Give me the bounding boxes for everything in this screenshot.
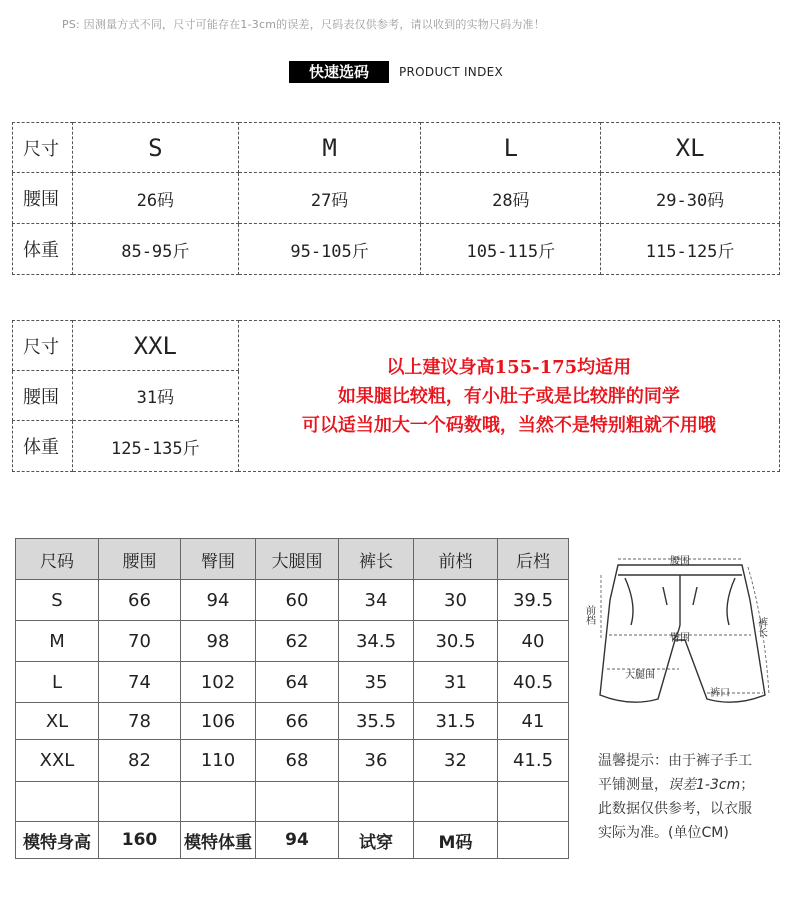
table-row [16,580,569,621]
disclaimer-note: PS: 因测量方式不同，尺寸可能存在1-3cm的误差，尺码表仅供参考，请以收到的实物尺码为准！ [62,18,545,31]
pleat-left [663,587,667,605]
fly-seam [673,575,680,640]
table-cell: 36 [339,740,414,782]
table-cell: 32 [414,740,498,782]
weight-cell: 95-105斤 [238,224,421,275]
table-cell: 64 [256,662,339,703]
table-cell: 74 [99,662,181,703]
advice-line: 可以适当加大一个码数哦，当然不是特别粗就不用哦 [301,414,716,436]
table-cell: 78 [99,703,181,740]
size-cell: L [421,123,601,173]
table-cell: 31 [414,662,498,703]
header-cell: 后档 [498,539,569,580]
tip-line-1: 温馨提示：由于裤子手工 [598,753,752,769]
table-cell: 41 [498,703,569,740]
quick-size-table-2 [12,320,780,472]
weight-row [13,224,780,275]
table-cell: 34.5 [339,621,414,662]
table-cell: 39.5 [498,580,569,621]
label-waist: 腰围 [670,556,690,567]
weight-cell: 85-95斤 [72,224,238,275]
model-cell: 模特身高 [16,822,99,859]
label-front-rise: 前档 [583,605,595,625]
model-cell: 160 [99,822,181,859]
size-cell: S [72,123,238,173]
table-cell: 98 [181,621,256,662]
size-row [13,321,780,371]
tip-error-range: 误差1-3cm [668,777,741,793]
tip-line-4: 实际为准。(单位CM) [598,825,729,841]
table-cell: 60 [256,580,339,621]
table-cell: 30.5 [414,621,498,662]
row-label: 腰围 [13,173,73,224]
row-label: 体重 [13,421,73,472]
measurement-tip [598,749,788,845]
model-cell: 94 [256,822,339,859]
header-cell: 裤长 [339,539,414,580]
label-hip: 臀围 [670,633,690,644]
header-cell: 臀围 [181,539,256,580]
section-title [289,61,503,83]
table-cell: 31.5 [414,703,498,740]
model-cell: M码 [414,822,498,859]
size-cell: XL [601,123,780,173]
table-cell: 66 [256,703,339,740]
table-cell: M [16,621,99,662]
table-cell: 68 [256,740,339,782]
row-label: 体重 [13,224,73,275]
table-cell: 62 [256,621,339,662]
shorts-diagram [585,545,780,725]
tip-line-3: 此数据仅供参考，以衣服 [598,801,752,817]
header-cell: 尺码 [16,539,99,580]
label-hem: 裤口 [710,688,730,699]
table-cell: 70 [99,621,181,662]
pocket-right [727,578,735,625]
table-row [16,662,569,703]
tip-line-2: 平铺测量，误差1-3cm； [598,777,755,793]
table-cell: 66 [99,580,181,621]
header-cell: 腰围 [99,539,181,580]
table-cell: 34 [339,580,414,621]
waist-cell: 29-30码 [601,173,780,224]
empty-row [16,782,569,822]
waist-cell: 27码 [238,173,421,224]
size-row [13,123,780,173]
advice-line: 如果腿比较粗，有小肚子或是比较胖的同学 [337,385,680,407]
waist-row [13,173,780,224]
model-cell: 模特体重 [181,822,256,859]
weight-cell: 125-135斤 [72,421,238,472]
table-row [16,621,569,662]
table-row [16,703,569,740]
label-length: 裤长 [755,617,767,637]
table-cell: 40 [498,621,569,662]
table-cell: XL [16,703,99,740]
row-label: 尺寸 [13,321,73,371]
table-cell: 35 [339,662,414,703]
quick-size-table-1 [12,122,780,275]
waist-cell: 31码 [72,371,238,421]
label-thigh: 大腿围 [625,670,655,681]
model-cell: 试穿 [339,822,414,859]
size-cell: M [238,123,421,173]
table-cell: L [16,662,99,703]
measurement-table [15,538,569,859]
table-row [16,740,569,782]
advice-line: 以上建议身高155-175均适用 [386,356,632,378]
row-label: 腰围 [13,371,73,421]
table-cell: 102 [181,662,256,703]
table-cell: XXL [16,740,99,782]
model-row [16,822,569,859]
weight-cell: 115-125斤 [601,224,780,275]
header-row [16,539,569,580]
header-cell: 大腿围 [256,539,339,580]
table-cell: 82 [99,740,181,782]
table-cell: 94 [181,580,256,621]
table-cell: S [16,580,99,621]
title-en: PRODUCT INDEX [399,65,504,79]
weight-cell: 105-115斤 [421,224,601,275]
table-cell: 110 [181,740,256,782]
table-cell: 35.5 [339,703,414,740]
table-cell: 41.5 [498,740,569,782]
advice-cell [238,321,779,472]
table-cell: 40.5 [498,662,569,703]
header-cell: 前档 [414,539,498,580]
row-label: 尺寸 [13,123,73,173]
pleat-right [693,587,697,605]
table-cell: 106 [181,703,256,740]
size-cell: XXL [72,321,238,371]
pocket-left [625,578,633,625]
table-cell: 30 [414,580,498,621]
waist-cell: 28码 [421,173,601,224]
waist-cell: 26码 [72,173,238,224]
title-cn: 快速选码 [289,61,389,83]
